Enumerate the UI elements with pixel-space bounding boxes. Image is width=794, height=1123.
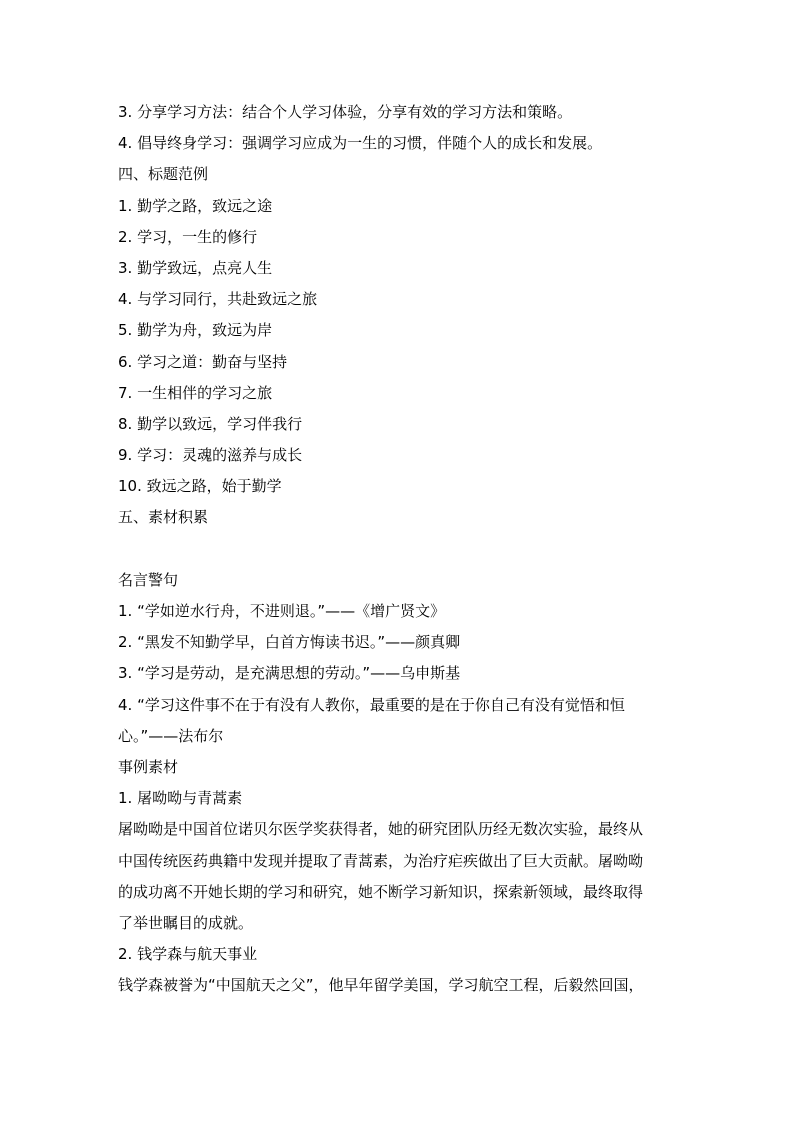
- quote-item-4-continued: 心。”——法布尔: [118, 726, 224, 745]
- list-text: 屠呦呦与青蒿素: [137, 789, 243, 808]
- case-body-line: 的成功离不开她长期的学习和研究，她不断学习新知识，探索新领域，最终取得: [118, 882, 644, 901]
- case-title-1: [118, 783, 688, 814]
- list-text: 致远之路，始于勤学: [146, 477, 282, 496]
- tip-item-4: [118, 128, 688, 159]
- quote-item-4: [118, 690, 688, 721]
- section-heading-examples: 四、标题范例: [118, 165, 209, 184]
- list-number: 2.: [118, 633, 133, 652]
- title-example-7: [118, 378, 688, 409]
- list-number: 1.: [118, 789, 133, 808]
- list-text: “学习这件事不在于有没有人教你，最重要的是在于你自己有没有觉悟和恒: [137, 695, 625, 714]
- list-number: 1.: [118, 602, 133, 620]
- tip-item-3: [118, 97, 688, 128]
- list-number: 4.: [118, 134, 133, 153]
- list-text: “黑发不知勤学早，白首方悔读书迟。”——颜真卿: [137, 633, 461, 652]
- list-text: 学习之道：勤奋与坚持: [137, 352, 288, 371]
- list-text: 钱学森与航天事业: [137, 945, 258, 964]
- list-number: 3.: [118, 258, 133, 277]
- title-example-1: [118, 191, 688, 222]
- list-text: 勤学为舟，致远为岸: [137, 321, 273, 340]
- list-text: 学习，一生的修行: [137, 227, 258, 246]
- list-number: 7.: [118, 383, 133, 402]
- quote-item-3: [118, 658, 688, 689]
- list-text: 一生相伴的学习之旅: [137, 383, 273, 402]
- quote-item-1: [118, 596, 688, 627]
- list-text: “学习是劳动，是充满思想的劳动。”——乌申斯基: [137, 664, 461, 683]
- subheading-quotes: 名言警句: [118, 570, 179, 589]
- case-title-2: [118, 939, 688, 970]
- title-example-10: [118, 471, 688, 502]
- case-body-line: 钱学森被誉为“中国航天之父”，他早年留学美国，学习航空工程，后毅然回国，: [118, 976, 644, 995]
- title-example-2: [118, 222, 688, 253]
- list-text: “学如逆水行舟，不进则退。”——《增广贤文》: [137, 602, 446, 620]
- section-heading-materials: 五、素材积累: [118, 508, 209, 527]
- list-text: 倡导终身学习：强调学习应成为一生的习惯，伴随个人的成长和发展。: [137, 134, 603, 153]
- list-number: 4.: [118, 695, 133, 714]
- list-text: 分享学习方法：结合个人学习体验，分享有效的学习方法和策略。: [137, 103, 573, 121]
- list-number: 3.: [118, 664, 133, 683]
- list-number: 5.: [118, 321, 133, 340]
- list-number: 10.: [118, 477, 142, 496]
- list-number: 9.: [118, 446, 133, 465]
- list-number: 6.: [118, 352, 133, 371]
- list-number: 2.: [118, 227, 133, 246]
- list-text: 与学习同行，共赴致远之旅: [137, 290, 318, 309]
- list-text: 勤学以致远，学习伴我行: [137, 414, 303, 433]
- list-text: 学习：灵魂的滋养与成长: [137, 446, 303, 465]
- list-text: 勤学致远，点亮人生: [137, 258, 273, 277]
- subheading-cases: 事例素材: [118, 757, 179, 776]
- document-page: [118, 97, 688, 1001]
- list-number: 3.: [118, 103, 133, 121]
- list-number: 2.: [118, 945, 133, 964]
- case-body-line: 了举世瞩目的成就。: [118, 913, 254, 932]
- quote-item-2: [118, 627, 688, 658]
- case-body-line: 中国传统医药典籍中发现并提取了青蒿素，为治疗疟疾做出了巨大贡献。屠呦呦: [118, 851, 644, 870]
- title-example-8: [118, 409, 688, 440]
- title-example-3: [118, 253, 688, 284]
- list-number: 1.: [118, 196, 133, 215]
- title-example-9: [118, 440, 688, 471]
- title-example-6: [118, 347, 688, 378]
- list-number: 8.: [118, 414, 133, 433]
- case-body-line: 屠呦呦是中国首位诺贝尔医学奖获得者，她的研究团队历经无数次实验，最终从: [118, 820, 644, 839]
- list-number: 4.: [118, 290, 133, 309]
- blank-line: [118, 534, 688, 565]
- title-example-4: [118, 284, 688, 315]
- list-text: 勤学之路，致远之途: [137, 196, 273, 215]
- title-example-5: [118, 315, 688, 346]
